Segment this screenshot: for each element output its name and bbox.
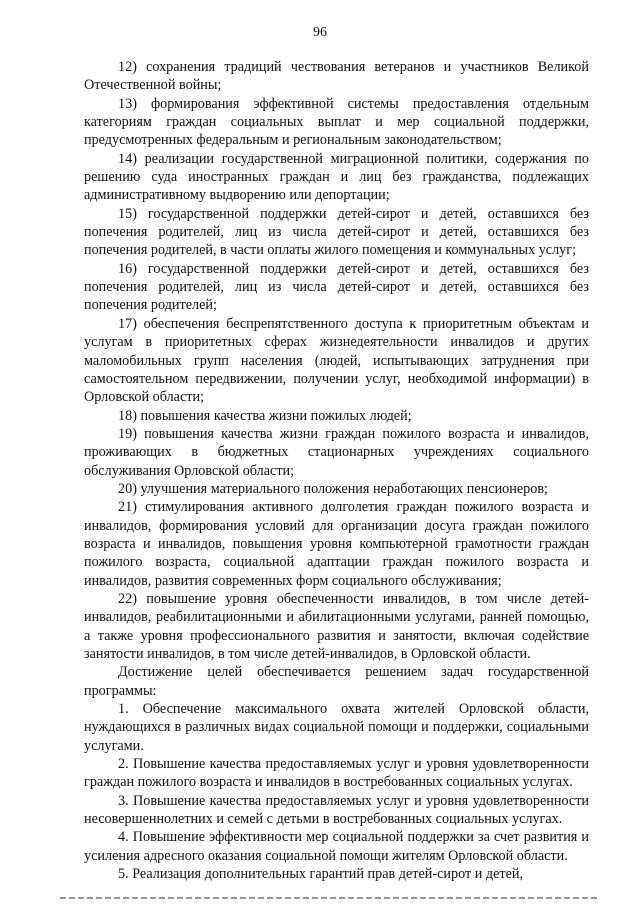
paragraph-item-14: 14) реализации государственной миграционной политики, содержания по решению суда иностранных граждан и лиц без гражданства, подлежащих административному выдворению или депортации; (84, 150, 589, 204)
paragraph-goals-intro: Достижение целей обеспечивается решением задач государственной программы: (84, 664, 589, 699)
paragraph-task-4: 4. Повышение эффективности мер социальной поддержки за счет развития и усиления адресного оказания социальной помощи жителям Орловской области. (84, 829, 589, 864)
document-body (84, 58, 589, 883)
paragraph-task-2: 2. Повышение качества предоставляемых услуг и уровня удовлетворенности граждан пожилого возраста и инвалидов в востребованных социальных услугах. (84, 756, 589, 791)
paragraph-task-3: 3. Повышение качества предоставляемых услуг и уровня удовлетворенности несовершеннолетних и семей с детьми в востребованных социальных услугах. (84, 792, 589, 828)
paragraph-task-5: 5. Реализация дополнительных гарантий прав детей-сирот и детей, (118, 866, 524, 883)
paragraph-item-12: 12) сохранения традиций чествования ветеранов и участников Великой Отечественной войны; (84, 59, 589, 94)
page-number: 96 (313, 25, 327, 40)
scan-edge-line (60, 897, 600, 899)
paragraph-item-16: 16) государственной поддержки детей-сирот и детей, оставшихся без попечения родителей, лиц из числа детей-сирот и детей, оставшихся без попечения родителей; (84, 260, 589, 314)
paragraph-item-15: 15) государственной поддержки детей-сирот и детей, оставшихся без попечения родителей, лиц из числа детей-сирот и детей, оставшихся без попечения родителей, в части оплаты жилого помещения и коммунальных услуг; (84, 205, 589, 259)
paragraph-item-17: 17) обеспечения беспрепятственного доступа к приоритетным объектам и услугам в приоритетных сферах жизнедеятельности инвалидов и других маломобильных групп населения (людей, испытывающих затруднения при самостоятельном передвижении, получении услуг, необходимой информации) в Орловской области; (84, 315, 589, 406)
paragraph-task-1: 1. Обеспечение максимального охвата жителей Орловской области, нуждающихся в различных видах социальной помощи и поддержки, социальными услугами. (84, 701, 589, 754)
paragraph-item-21: 21) стимулирования активного долголетия граждан пожилого возраста и инвалидов, формирования условий для организации досуга граждан пожилого возраста и инвалидов, повышения уровня компьютерной грамотности граждан пожилого возраста, социальной адаптации граждан пожилого возраста и инвалидов, развития современных форм социального обслуживания; (84, 499, 589, 589)
paragraph-item-19: 19) повышения качества жизни граждан пожилого возраста и инвалидов, проживающих в бюджетных стационарных учреждениях социального обслуживания Орловской области; (84, 425, 589, 479)
paragraph-item-18: 18) повышения качества жизни пожилых людей; (118, 407, 412, 424)
paragraph-item-13: 13) формирования эффективной системы предоставления отдельным категориям граждан социальных выплат и мер социальной поддержки, предусмотренных федеральным и региональным законодательством; (84, 95, 589, 149)
paragraph-item-22: 22) повышение уровня обеспеченности инвалидов, в том числе детей-инвалидов, реабилитационными и абилитационными услугами, ранней помощью, а также уровня профессионального развития и занятости, включая содействие занятости инвалидов, в том числе детей-инвалидов, в Орловской области. (84, 590, 589, 662)
paragraph-item-20: 20) улучшения материального положения неработающих пенсионеров; (118, 480, 548, 497)
